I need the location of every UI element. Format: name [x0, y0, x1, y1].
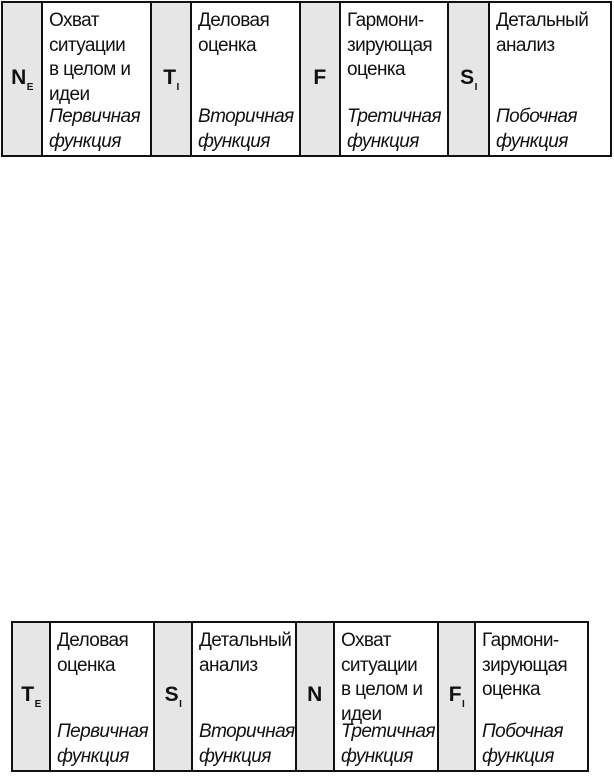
function-row [2, 2, 611, 156]
function-role: Вторичная функция [199, 721, 295, 767]
function-role: Первичная функция [57, 721, 148, 767]
function-description: Охват ситуации в целом и идеи Третичная функция [334, 622, 438, 771]
function-symbol: $S_I$ [448, 2, 489, 156]
function-role: Побочная функция [496, 106, 577, 152]
function-role: Третичная функция [347, 106, 441, 152]
function-symbol: $T_I$ [151, 2, 191, 156]
function-role: Третичная функция [341, 721, 435, 767]
function-role: Вторичная функция [198, 106, 294, 152]
function-description: Деловая оценка Первичная функция [50, 622, 154, 771]
function-symbol: $S_I$ [154, 622, 192, 771]
function-symbol: F [300, 2, 340, 156]
function-role: Первичная функция [49, 106, 140, 152]
function-role: Побочная функция [482, 721, 563, 767]
function-description: Детальный анализ Побочная функция [489, 2, 611, 156]
function-description: Гармони- зирующая оценка Побочная функция [475, 622, 588, 771]
function-row [12, 622, 588, 771]
function-description: Деловая оценка Вторичная функция [191, 2, 300, 156]
function-symbol: $N_E$ [2, 2, 42, 156]
function-description: Гармони- зирующая оценка Третичная функция [340, 2, 448, 156]
function-table-1 [1, 1, 612, 157]
function-symbol: N [296, 622, 334, 771]
function-symbol: $F_I$ [438, 622, 475, 771]
function-symbol: $T_E$ [12, 622, 50, 771]
function-description: Охват ситуации в целом и идеи Первичная функция [42, 2, 151, 156]
function-description: Детальный анализ Вторичная функция [192, 622, 296, 771]
function-table-2 [11, 621, 589, 772]
